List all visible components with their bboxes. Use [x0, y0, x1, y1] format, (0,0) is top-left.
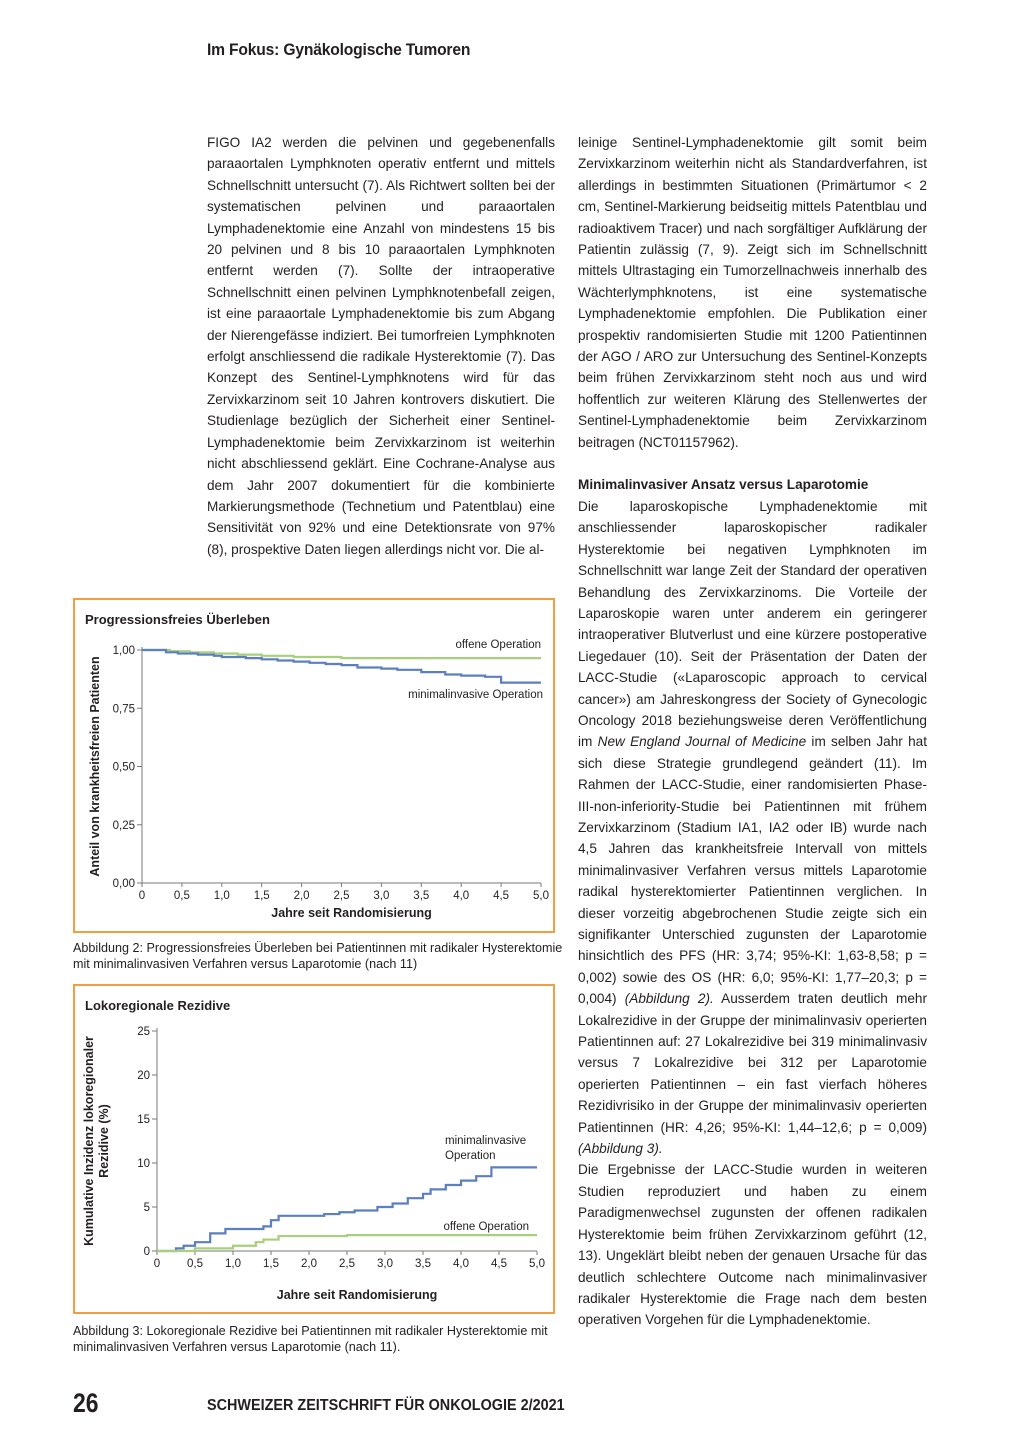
- journal-footer: SCHWEIZER ZEITSCHRIFT FÜR ONKOLOGIE 2/2021: [207, 1397, 565, 1414]
- x-tick-label: 0,5: [173, 890, 190, 902]
- y-tick-label: 20: [137, 1070, 150, 1082]
- figure-title: Progressionsfreies Überleben: [85, 612, 270, 627]
- left-column: [207, 132, 555, 560]
- figure-pfs: [73, 598, 555, 933]
- x-tick-label: 4,5: [493, 890, 510, 902]
- right-column: [578, 132, 927, 1331]
- y-tick-label: 0,00: [112, 878, 135, 890]
- x-tick-label: 0: [138, 890, 146, 902]
- y-axis-label-line: Rezidive (%): [97, 1104, 111, 1178]
- x-tick-label: 2,0: [293, 890, 310, 902]
- left-paragraph: FIGO IA2 werden die pelvinen und gegebenenfalls paraaortalen Lymphknoten operativ entfernt und mittels Schnellschnitt untersucht (7). Als Richtwert sollten bei der systematischen pelvinen und paraaortalen Lymphadenektomie eine Anzahl von mindestens 15 bis 20 pelvinen und 8 bis 10 paraaortalen Lymphknoten entfernt werden (7). Sollte der intraoperative Schnellschnitt einen pelvinen Lymphknotenbefall zeigen, ist eine paraaortale Lymphadenektomie bis zum Abgang der Nierengefässe indiziert. Bei tumorfreien Lymphknoten erfolgt anschliessend die radikale Hysterektomie (7). Das Konzept des Sentinel-Lymphknotens wird für das Zervixkarzinom seit 10 Jahren kontrovers diskutiert. Die Studienlage bezüglich der Sicherheit einer Sentinel-Lymphadenektomie beim Zervixkarzinom ist weiterhin nicht abschliessend geklärt. Eine Cochrane-Analyse aus dem Jahr 2007 dokumentiert für die kombinierte Markierungsmethode (Technetium und Patentblau) eine Sensitivität von 92% und eine Detektionsrate von 97% (8), prospektive Daten liegen allerdings nicht vor. Die al-: [207, 135, 555, 557]
- x-tick-label: 2,5: [333, 890, 350, 902]
- x-tick-label: 1,5: [263, 1258, 279, 1270]
- x-tick-label: 3,0: [373, 890, 390, 902]
- x-axis-label: Jahre seit Randomisierung: [271, 906, 432, 920]
- series-label: offene Operation: [443, 1221, 529, 1233]
- x-tick-label: 5,0: [533, 890, 549, 902]
- x-tick-label: 5,0: [529, 1258, 545, 1270]
- x-tick-label: 0,5: [187, 1258, 203, 1270]
- y-axis-label: Anteil von krankheitsfreien Patienten: [88, 656, 102, 877]
- right-paragraph-2: [578, 496, 927, 1160]
- y-tick-label: 5: [143, 1202, 150, 1214]
- p2-text-a: Die laparoskopische Lymphadenektomie mit anschliessender laparoskopischer radikaler Hysterektomie bei negativen Lymphknoten im Schnellschnitt war lange Zeit der Standard der operativen Behandlung des Zervixkarzinoms. Die Vorteile der Laparoskopie waren unter anderem ein geringerer intraoperativer Blutverlust und eine kürzere postoperative Liegedauer (10). Seit der Präsentation der Daten der LACC-Studie («Laparoscopic approach to cervical cancer») am Jahreskongress der Society of Gynecologic Oncology 2018 beziehungsweise deren Veröffentlichung im: [578, 498, 927, 750]
- right-paragraph-3: Die Ergebnisse der LACC-Studie wurden in weiteren Studien reproduziert und haben zu einem Paradigmenwechsel zugunsten der offenen radikalen Hysterektomie beim frühen Zervixkarzinom geführt (12, 13). Ungeklärt bleibt neben der genauen Ursache für das deutlich schlechtere Outcome nach minimalinvasiver radikaler Hysterektomie die Frage nach dem besten operativen Vorgehen für die Lymphadenektomie.: [578, 1162, 927, 1328]
- y-tick-label: 0: [143, 1246, 150, 1258]
- y-axis-label-line: Kumulative Inzidenz lokoregionaler: [82, 1036, 96, 1246]
- series-label: offene Operation: [455, 639, 541, 651]
- figure-caption-2: Abbildung 2: Progressionsfreies Überleben bei Patientinnen mit radikaler Hysterektomie mit minimalinvasiven Verfahren versus Laparotomie (nach 11): [73, 941, 563, 971]
- series-label-line: Operation: [445, 1150, 496, 1162]
- series-label: minimalinvasive Operation: [408, 689, 543, 701]
- series-line-minimalinvasive: [142, 650, 541, 683]
- y-tick-label: 0,75: [112, 703, 135, 716]
- y-tick-label: 15: [137, 1114, 150, 1126]
- section-header: Im Fokus: Gynäkologische Tumoren: [207, 40, 471, 59]
- y-tick-label: 25: [137, 1026, 150, 1038]
- figure-recurrence: [73, 984, 555, 1314]
- series-label: [445, 1135, 526, 1162]
- p2-text-c: Ausserdem traten deutlich mehr Lokalrezidive in der Gruppe der minimalinvasiv operierten Patientinnen auf: 27 Lokalrezidive bei 319 minimalinvasiv versus 7 Lokalrezidive bei 312 per Laparotomie operierten Patientinnen – ein fast vierfach höheres Rezidivrisiko in der Gruppe der minimalinvasiv operierten Patientinnen (HR: 4,26; 95%-KI: 1,44–12,6; p = 0,009): [578, 991, 927, 1135]
- figure-title: Lokoregionale Rezidive: [85, 998, 231, 1013]
- journal-name: New England Journal of Medicine: [597, 734, 807, 750]
- x-tick-label: 0: [153, 1258, 161, 1270]
- y-axis-label: [82, 1036, 111, 1246]
- x-tick-label: 4,0: [453, 1258, 469, 1270]
- x-tick-label: 3,5: [415, 1258, 431, 1270]
- x-tick-label: 3,5: [413, 890, 430, 902]
- pfs-chart: [75, 600, 553, 931]
- recurrence-chart: [75, 986, 553, 1312]
- section-heading: Minimalinvasiver Ansatz versus Laparotomie: [578, 477, 869, 493]
- p2-text-b: im selben Jahr hat sich diese Strategie grundlegend geändert (11). Im Rahmen der LACC-Studie, einer randomisierten Phase-III-non-inferiority-Studie bei Patientinnen mit frühem Zervixkarzinom (Stadium IA1, IA2 oder IB) wurde nach 4,5 Jahren das krankheitsfreie Intervall von mittels minimalinvasiver Verfahren versus mittels Laparotomie radikal hysterektomierter Patientinnen verglichen. In dieser vorzeitig abgebrochenen Studie zeigte sich ein signifikanter Unterschied zugunsten der Laparotomie hinsichtlich des PFS (HR: 3,74; 95%-KI: 1,63-8,58; p = 0,002) sowie des OS (HR: 6,0; 95%-KI: 1,77–20,3; p = 0,004): [578, 734, 927, 1007]
- x-tick-label: 1,0: [213, 890, 230, 902]
- y-tick-label: 0,50: [112, 761, 135, 774]
- page-number: 26: [73, 1388, 99, 1418]
- x-tick-label: 2,0: [301, 1258, 317, 1270]
- x-tick-label: 1,0: [225, 1258, 241, 1270]
- figure-ref-2: (Abbildung 2).: [624, 991, 714, 1007]
- x-tick-label: 4,0: [453, 890, 470, 902]
- x-tick-label: 4,5: [491, 1258, 507, 1270]
- series-line-minimalinvasive: [157, 1167, 537, 1251]
- right-paragraph-1: leinige Sentinel-Lymphadenektomie gilt somit beim Zervixkarzinom weiterhin nicht als Standardverfahren, ist allerdings in bestimmten Situationen (Primärtumor < 2 cm, Sentinel-Markierung beidseitig mittels Patentblau und radioaktivem Tracer) und nach sorgfältiger Aufklärung der Patientin zulässig (7, 9). Zeigt sich im Schnellschnitt mittels Ultrastaging ein Tumorzellnachweis innerhalb des Wächterlymphknotens, ist eine systematische Lymphadenektomie empfohlen. Die Publikation einer prospektiv randomisierten Studie mit 1200 Patientinnen der AGO / ARO zur Untersuchung des Sentinel-Konzepts beim frühen Zervixkarzinom steht noch aus und wird hoffentlich zur weiteren Klärung des Stellenwertes der Sentinel-Lymphadenektomie beim Zervixkarzinom beitragen (NCT01157962).: [578, 135, 927, 450]
- figure-caption-3: Abbildung 3: Lokoregionale Rezidive bei Patientinnen mit radikaler Hysterektomie mit minimalinvasiven Verfahren versus Laparotomie (nach 11).: [73, 1324, 548, 1354]
- series-line-offene: [157, 1235, 537, 1251]
- y-tick-label: 10: [137, 1158, 150, 1170]
- x-axis-label: Jahre seit Randomisierung: [276, 1288, 438, 1302]
- x-tick-label: 3,0: [377, 1258, 393, 1270]
- y-tick-label: 0,25: [112, 819, 135, 832]
- y-tick-label: 1,00: [112, 645, 135, 657]
- x-tick-label: 2,5: [339, 1258, 355, 1270]
- series-label-line: minimalinvasive: [445, 1135, 527, 1147]
- figure-ref-3: (Abbildung 3).: [578, 1141, 663, 1157]
- x-tick-label: 1,5: [253, 890, 270, 902]
